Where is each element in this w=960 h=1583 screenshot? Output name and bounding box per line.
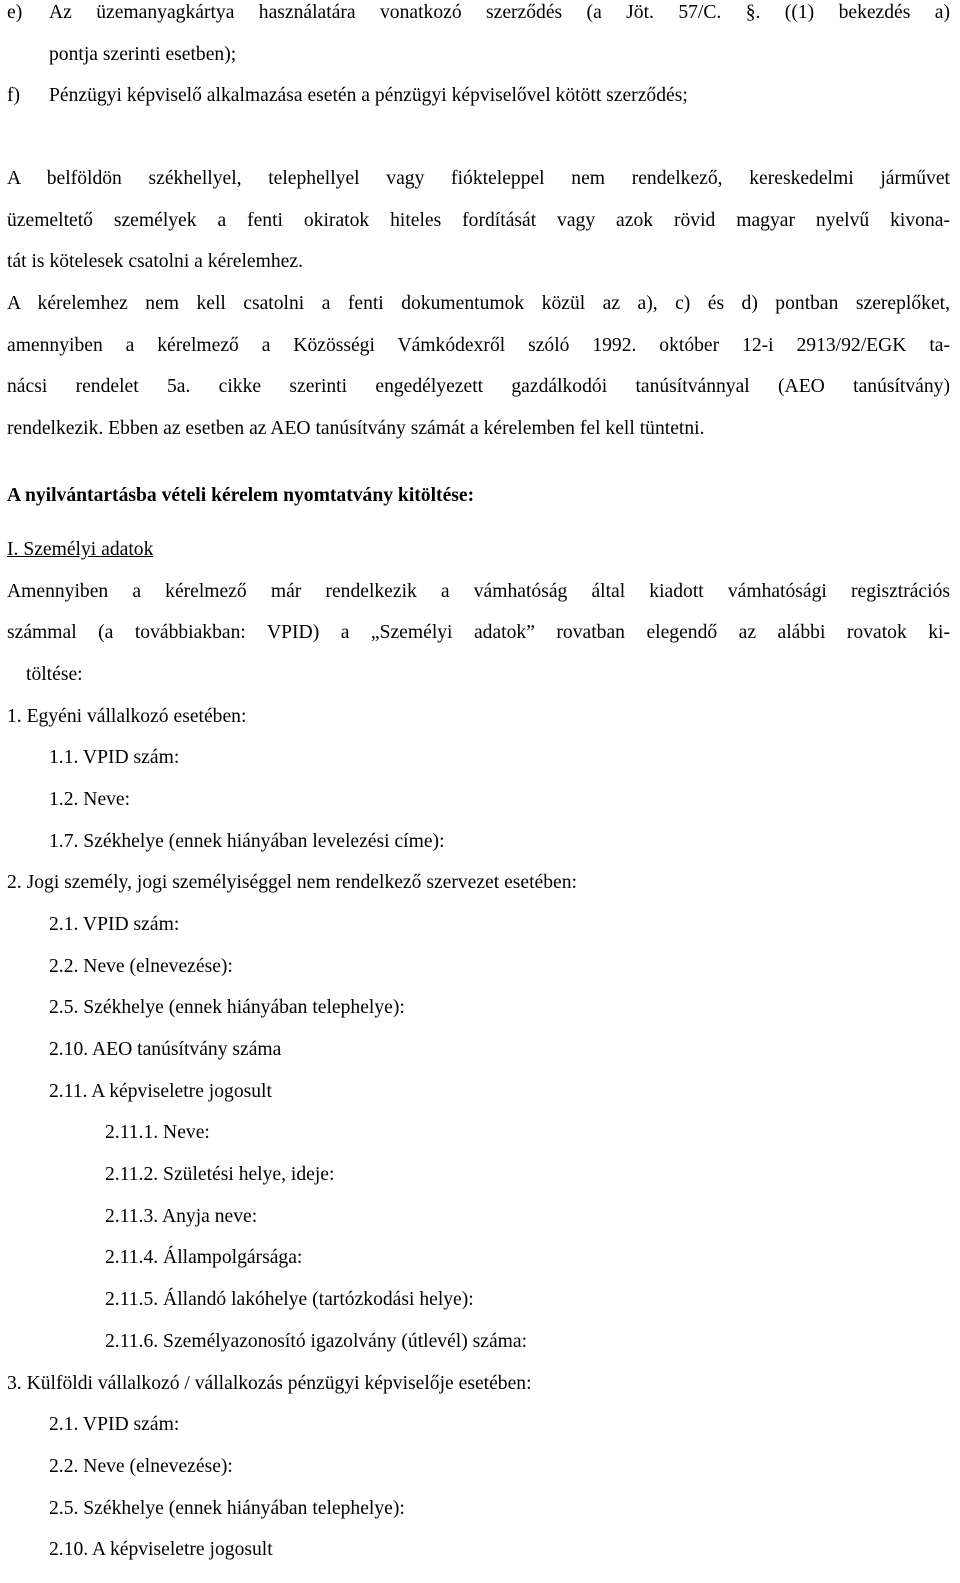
paragraph-line: rendelkezik. Ebben az esetben az AEO tanúsítvány számát a kérelemben fel kell tüntetni.	[7, 418, 705, 439]
form-entry: 1.7. Székhelye (ennek hiányában levelezési címe):	[49, 831, 445, 852]
form-entry: 2.11.3. Anyja neve:	[105, 1206, 258, 1227]
form-entry: 2.11.4. Állampolgársága:	[105, 1247, 303, 1268]
form-entry: 2.11.2. Születési helye, ideje:	[105, 1164, 335, 1185]
list-item-e	[7, 1, 950, 25]
form-entry: 2. Jogi személy, jogi személyiséggel nem rendelkező szervezet esetében:	[7, 872, 577, 893]
form-entry: 2.10. A képviseletre jogosult	[49, 1539, 273, 1560]
list-marker: f)	[7, 85, 21, 106]
form-entry: 1.1. VPID szám:	[49, 747, 180, 768]
paragraph-line: töltése:	[26, 664, 83, 685]
form-entry: 2.10. AEO tanúsítvány száma	[49, 1039, 282, 1060]
paragraph-line: amennyiben a kérelmező a Közösségi Vámkódexről szóló 1992. október 12-i 2913/92/EGK ta-	[7, 335, 950, 356]
form-entry: 2.2. Neve (elnevezése):	[49, 1456, 233, 1477]
section-title: I. Személyi adatok	[7, 539, 154, 560]
form-entry: 2.2. Neve (elnevezése):	[49, 956, 233, 977]
paragraph-line: A kérelemhez nem kell csatolni a fenti dokumentumok közül az a), c) és d) pontban szereplőket,	[7, 293, 950, 314]
list-marker: e)	[7, 2, 23, 23]
form-entry: 2.5. Székhelye (ennek hiányában telephelye):	[49, 997, 405, 1018]
form-entry: 1. Egyéni vállalkozó esetében:	[7, 706, 247, 727]
form-entry: 2.1. VPID szám:	[49, 1414, 180, 1435]
form-entry: 2.11.5. Állandó lakóhelye (tartózkodási helye):	[105, 1289, 474, 1310]
form-entry: 1.2. Neve:	[49, 789, 131, 810]
section-heading: A nyilvántartásba vételi kérelem nyomtatvány kitöltése:	[7, 485, 475, 506]
list-item-e-continuation: pontja szerinti esetben);	[49, 44, 237, 65]
list-item-text: Az üzemanyagkártya használatára vonatkozó szerződés (a Jöt. 57/C. §. ((1) bekezdés a)	[49, 2, 950, 23]
form-entry: 2.11.6. Személyazonosító igazolvány (útlevél) száma:	[105, 1331, 528, 1352]
paragraph-line: A belföldön székhellyel, telephellyel vagy fiókteleppel nem rendelkező, kereskedelmi járművet	[7, 168, 950, 189]
form-entry: 2.1. VPID szám:	[49, 914, 180, 935]
paragraph-line: üzemeltető személyek a fenti okiratok hiteles fordítását vagy azok rövid magyar nyelvű kivona-	[7, 210, 950, 231]
paragraph-line: tát is kötelesek csatolni a kérelemhez.	[7, 251, 303, 272]
form-entry: 2.5. Székhelye (ennek hiányában telephelye):	[49, 1498, 405, 1519]
form-entry: 2.11. A képviseletre jogosult	[49, 1081, 272, 1102]
list-item-f	[7, 84, 688, 108]
paragraph-line: Amennyiben a kérelmező már rendelkezik a vámhatóság által kiadott vámhatósági regisztrációs	[7, 581, 950, 602]
list-item-text: Pénzügyi képviselő alkalmazása esetén a pénzügyi képviselővel kötött szerződés;	[49, 85, 688, 106]
form-entry: 2.11.1. Neve:	[105, 1122, 210, 1143]
paragraph-line: nácsi rendelet 5a. cikke szerinti engedélyezett gazdálkodói tanúsítvánnyal (AEO tanúsítvány)	[7, 376, 950, 397]
paragraph-line: számmal (a továbbiakban: VPID) a „Személyi adatok” rovatban elegendő az alábbi rovatok ki-	[7, 622, 950, 643]
form-entry: 3. Külföldi vállalkozó / vállalkozás pénzügyi képviselője esetében:	[7, 1373, 532, 1394]
